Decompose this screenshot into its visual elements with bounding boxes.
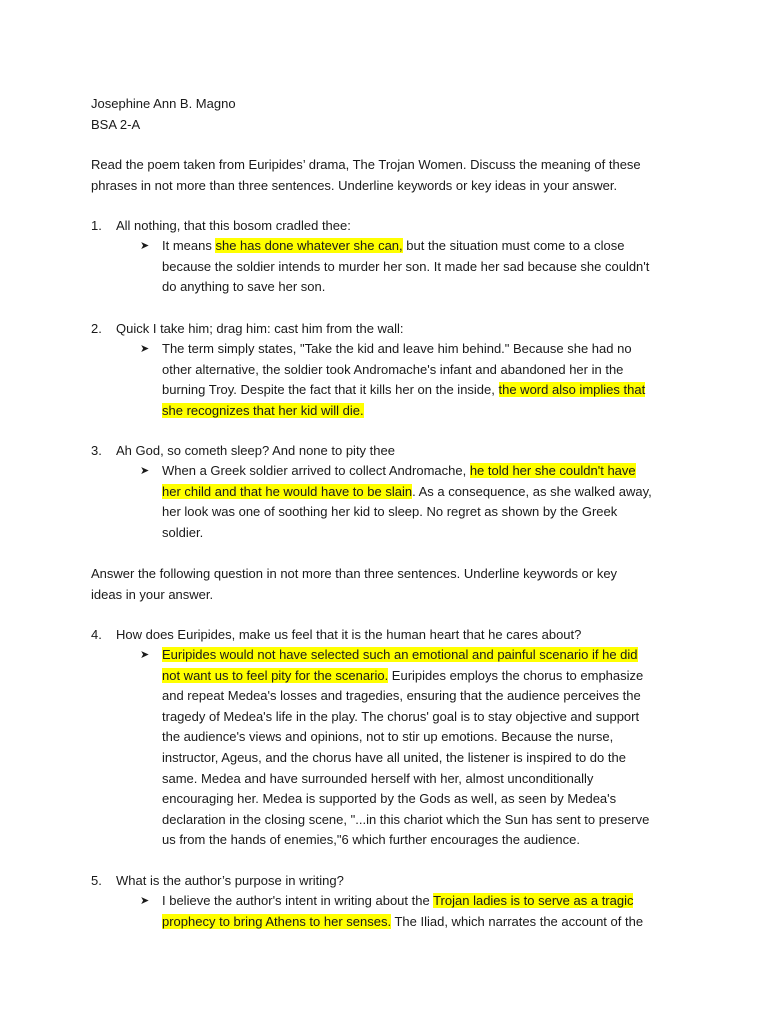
question-text: How does Euripides, make us feel that it is the human heart that he cares about? (116, 627, 582, 642)
question-text: Quick I take him; drag him: cast him from the wall: (116, 321, 404, 336)
question-5 (91, 871, 344, 892)
highlighted-key-idea: she recognizes that her kid will die. (162, 402, 364, 418)
answer-text: other alternative, the soldier took Andromache's infant and abandoned her in the (162, 361, 624, 377)
answer-line (162, 810, 649, 831)
answer-text: The term simply states, "Take the kid and leave him behind." Because she had no (162, 341, 632, 356)
answer-text: The Iliad, which narrates the account of the (391, 913, 644, 929)
answer-1 (140, 236, 649, 298)
answer-line (162, 645, 649, 666)
answer-text: tragedy of Medea's life in the play. The chorus' goal is to stay objective and support (162, 708, 640, 724)
answer-body (162, 236, 649, 298)
arrow-bullet-icon: ➤ (140, 895, 150, 907)
question-number: 4. (91, 627, 102, 642)
instructions-line: phrases in not more than three sentences. Underline keywords or key ideas in your answer. (91, 178, 618, 193)
answer-line (162, 666, 649, 687)
answer-line (162, 891, 643, 912)
answer-body (162, 645, 649, 851)
answer-body (162, 891, 643, 932)
answer-text: When a Greek soldier arrived to collect Andromache, (162, 463, 470, 478)
instructions-line: ideas in your answer. (91, 587, 214, 602)
answer-text: soldier. (162, 524, 204, 540)
answer-text: but the situation must come to a close (402, 238, 625, 253)
arrow-bullet-icon: ➤ (140, 343, 150, 355)
highlighted-key-idea: the word also implies that (498, 382, 646, 398)
answer-line (162, 707, 649, 728)
highlighted-key-idea: not want us to feel pity for the scenario. (162, 667, 389, 683)
answer-text: because the soldier intends to murder her son. It made her sad because she couldn't (162, 258, 650, 274)
highlighted-key-idea: she has done whatever she can, (215, 238, 403, 253)
question-number: 3. (91, 443, 102, 458)
answer-line (162, 789, 649, 810)
answer-line (162, 277, 649, 298)
question-text: What is the author’s purpose in writing? (116, 873, 344, 888)
question-number: 1. (91, 218, 102, 233)
instructions-line: Answer the following question in not more than three sentences. Underline keywords or key (91, 566, 618, 581)
answer-text: do anything to save her son. (162, 279, 326, 295)
answer-line (162, 686, 649, 707)
highlighted-key-idea: her child and that he would have to be slain (162, 483, 413, 499)
answer-text: It means (162, 238, 216, 253)
answer-text: and repeat Medea's losses and tragedies, ensuring that the audience perceives the (162, 688, 641, 704)
answer-text: encouraging her. Medea is supported by the Gods as well, as seen by Medea's (162, 791, 617, 807)
author-section: BSA 2-A (91, 117, 141, 132)
question-number: 2. (91, 321, 102, 336)
question-4 (91, 625, 581, 646)
highlighted-key-idea: Euripides would not have selected such an emotional and painful scenario if he did (162, 647, 638, 662)
answer-line (162, 401, 645, 422)
answer-line (162, 482, 652, 503)
answer-text: . As a consequence, as she walked away, (412, 483, 652, 499)
answer-line (162, 360, 645, 381)
question-3 (91, 441, 395, 462)
answer-3 (140, 461, 652, 543)
answer-line (162, 748, 649, 769)
answer-line (162, 461, 652, 482)
answer-line (162, 830, 649, 851)
answer-2 (140, 339, 645, 421)
answer-text: us from the hands of enemies,"6 which further encourages the audience. (162, 832, 580, 848)
question-2 (91, 319, 404, 340)
answer-text: instructor, Ageus, and the chorus have all united, the listener is inspired to do the (162, 749, 626, 765)
highlighted-key-idea: Trojan ladies is to serve as a tragic (433, 893, 634, 908)
answer-line (162, 727, 649, 748)
answer-line (162, 236, 649, 257)
question-number: 5. (91, 873, 102, 888)
answer-line (162, 523, 652, 544)
answer-text: declaration in the closing scene, "...in this chariot which the Sun has sent to preserve (162, 811, 650, 827)
question-text: All nothing, that this bosom cradled thee: (116, 218, 351, 233)
answer-text: Euripides employs the chorus to emphasize (388, 667, 644, 683)
highlighted-key-idea: prophecy to bring Athens to her senses. (162, 913, 392, 929)
answer-text: the audience's views and opinions, not to stir up emotions. Because the nurse, (162, 729, 614, 745)
answer-line (162, 502, 652, 523)
arrow-bullet-icon: ➤ (140, 240, 150, 252)
answer-body (162, 461, 652, 543)
answer-text: burning Troy. Despite the fact that it kills her on the inside, (162, 382, 499, 398)
answer-text: her look was one of soothing her kid to sleep. No regret as shown by the Greek (162, 504, 618, 520)
answer-5 (140, 891, 643, 932)
answer-line (162, 339, 645, 360)
answer-text: same. Medea and have surrounded herself with her, almost unconditionally (162, 770, 594, 786)
answer-line (162, 912, 643, 933)
instructions-line: Read the poem taken from Euripides’ drama, The Trojan Women. Discuss the meaning of these (91, 157, 641, 172)
answer-4 (140, 645, 649, 851)
question-1 (91, 216, 351, 237)
answer-line (162, 380, 645, 401)
answer-line (162, 257, 649, 278)
arrow-bullet-icon: ➤ (140, 649, 150, 661)
answer-line (162, 769, 649, 790)
highlighted-key-idea: he told her she couldn't have (469, 463, 636, 478)
question-text: Ah God, so cometh sleep? And none to pity thee (116, 443, 395, 458)
author-name: Josephine Ann B. Magno (91, 96, 236, 111)
answer-body (162, 339, 645, 421)
answer-text: I believe the author's intent in writing about the (162, 893, 434, 908)
arrow-bullet-icon: ➤ (140, 465, 150, 477)
